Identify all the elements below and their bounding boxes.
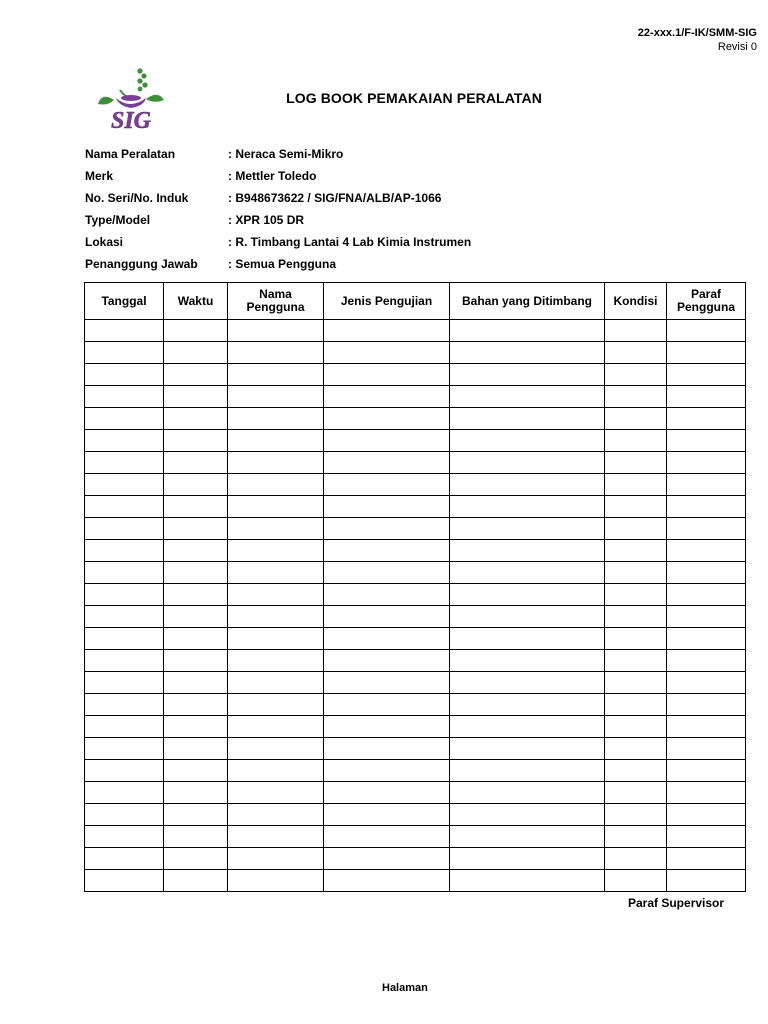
table-cell[interactable] [164,848,228,870]
table-cell[interactable] [324,342,450,364]
table-row [85,452,746,474]
svg-text:SIG: SIG [110,108,152,132]
table-cell[interactable] [228,408,324,430]
table-cell[interactable] [228,540,324,562]
column-header [450,283,605,320]
table-cell[interactable] [324,562,450,584]
column-header [85,283,164,320]
table-cell[interactable] [605,342,667,364]
column-header [164,283,228,320]
table-cell[interactable] [164,650,228,672]
table-cell[interactable] [450,562,605,584]
table-cell[interactable] [667,496,746,518]
table-cell[interactable] [324,848,450,870]
table-row [85,386,746,408]
table-cell[interactable] [667,562,746,584]
table-cell[interactable] [450,342,605,364]
table-cell[interactable] [324,430,450,452]
table-cell[interactable] [85,672,164,694]
table-cell[interactable] [228,452,324,474]
table-cell[interactable] [605,452,667,474]
table-cell[interactable] [164,540,228,562]
table-cell[interactable] [667,540,746,562]
info-row [85,209,471,231]
table-cell[interactable] [228,606,324,628]
table-row [85,474,746,496]
table-row [85,342,746,364]
column-header-line: Tanggal [101,293,147,308]
table-cell[interactable] [228,870,324,892]
table-cell[interactable] [324,650,450,672]
table-cell[interactable] [324,672,450,694]
table-cell[interactable] [450,870,605,892]
table-cell[interactable] [228,804,324,826]
table-cell[interactable] [450,518,605,540]
document-code-block [638,26,757,54]
table-row [85,826,746,848]
info-label: No. Seri/No. Induk [85,191,189,205]
table-cell[interactable] [605,650,667,672]
table-cell[interactable] [450,738,605,760]
table-cell[interactable] [85,584,164,606]
table-cell[interactable] [667,606,746,628]
table-cell[interactable] [667,474,746,496]
table-cell[interactable] [667,386,746,408]
table-cell[interactable] [667,760,746,782]
table-cell[interactable] [605,606,667,628]
info-label: Type/Model [85,213,151,227]
info-label: Lokasi [85,235,124,249]
table-cell[interactable] [450,584,605,606]
column-header [324,283,450,320]
info-row [85,231,471,253]
table-cell[interactable] [228,562,324,584]
table-cell[interactable] [324,826,450,848]
column-header-line: Jenis Pengujian [340,293,433,308]
column-header-line: Bahan yang Ditimbang [461,293,592,308]
table-cell[interactable] [667,848,746,870]
table-cell[interactable] [450,694,605,716]
table-cell[interactable] [324,782,450,804]
info-value: : Mettler Toledo [228,169,317,183]
table-cell[interactable] [450,606,605,628]
info-row [85,253,471,275]
info-row [85,187,471,209]
table-cell[interactable] [164,562,228,584]
table-cell[interactable] [667,804,746,826]
table-cell[interactable] [667,694,746,716]
column-header-line: Waktu [177,293,214,308]
column-header [228,283,324,320]
table-cell[interactable] [605,430,667,452]
table-cell[interactable] [228,628,324,650]
info-value: : Neraca Semi-Mikro [228,147,344,161]
table-cell[interactable] [164,452,228,474]
document-code: 22-xxx.1/F-IK/SMM-SIG [637,27,757,39]
table-cell[interactable] [228,364,324,386]
table-row [85,364,746,386]
table-row [85,782,746,804]
table-cell[interactable] [605,562,667,584]
table-cell[interactable] [164,496,228,518]
info-label: Penanggung Jawab [85,257,198,271]
column-header-line: Kondisi [613,293,658,308]
table-cell[interactable] [450,540,605,562]
table-cell[interactable] [324,518,450,540]
table-cell[interactable] [164,518,228,540]
table-cell[interactable] [85,738,164,760]
table-cell[interactable] [228,386,324,408]
table-cell[interactable] [667,430,746,452]
table-cell[interactable] [164,430,228,452]
table-cell[interactable] [605,496,667,518]
table-cell[interactable] [450,760,605,782]
table-cell[interactable] [85,760,164,782]
table-cell[interactable] [324,474,450,496]
table-cell[interactable] [228,496,324,518]
table-cell[interactable] [85,320,164,342]
table-cell[interactable] [324,320,450,342]
table-cell[interactable] [324,584,450,606]
table-cell[interactable] [85,848,164,870]
info-value: : B948673622 / SIG/FNA/ALB/AP-1066 [228,191,442,205]
table-cell[interactable] [228,826,324,848]
table-row [85,650,746,672]
table-cell[interactable] [164,782,228,804]
table-cell[interactable] [667,584,746,606]
table-cell[interactable] [164,716,228,738]
table-cell[interactable] [605,804,667,826]
table-cell[interactable] [324,452,450,474]
table-cell[interactable] [228,474,324,496]
table-row [85,694,746,716]
table-row [85,320,746,342]
table-header-row [85,283,746,320]
table-cell[interactable] [85,804,164,826]
table-cell[interactable] [605,320,667,342]
table-cell[interactable] [667,672,746,694]
table-row [85,430,746,452]
table-cell[interactable] [85,540,164,562]
table-cell[interactable] [605,694,667,716]
table-cell[interactable] [164,870,228,892]
table-cell[interactable] [164,694,228,716]
table-cell[interactable] [85,452,164,474]
table-cell[interactable] [324,760,450,782]
table-cell[interactable] [450,826,605,848]
table-cell[interactable] [324,408,450,430]
table-cell[interactable] [228,848,324,870]
table-cell[interactable] [450,386,605,408]
table-cell[interactable] [605,782,667,804]
table-cell[interactable] [164,826,228,848]
table-cell[interactable] [85,716,164,738]
table-cell[interactable] [450,364,605,386]
table-cell[interactable] [605,518,667,540]
table-cell[interactable] [85,496,164,518]
table-cell[interactable] [450,650,605,672]
table-row [85,606,746,628]
supervisor-signature-label: Paraf Supervisor [628,896,725,910]
table-row [85,408,746,430]
info-value: : Semua Pengguna [228,257,337,271]
table-cell[interactable] [85,606,164,628]
table-cell[interactable] [605,364,667,386]
table-cell[interactable] [164,584,228,606]
table-cell[interactable] [667,320,746,342]
table-cell[interactable] [228,760,324,782]
table-cell[interactable] [667,342,746,364]
page-title: LOG BOOK PEMAKAIAN PERALATAN [286,90,542,106]
table-cell[interactable] [667,716,746,738]
table-cell[interactable] [605,738,667,760]
log-table [84,282,746,892]
table-cell[interactable] [667,870,746,892]
table-cell[interactable] [324,386,450,408]
column-header-line: Paraf [690,287,722,301]
table-body [85,320,746,892]
table-cell[interactable] [450,628,605,650]
table-cell[interactable] [85,474,164,496]
table-cell[interactable] [324,628,450,650]
table-cell[interactable] [85,782,164,804]
table-cell[interactable] [450,716,605,738]
page-number-label: Halaman [382,982,428,994]
table-cell[interactable] [85,364,164,386]
table-cell[interactable] [605,408,667,430]
column-header [667,283,746,320]
table-cell[interactable] [667,650,746,672]
table-cell[interactable] [324,738,450,760]
table-row [85,518,746,540]
table-row [85,870,746,892]
table-cell[interactable] [605,540,667,562]
table-cell[interactable] [605,760,667,782]
info-row [85,165,471,187]
info-value: : XPR 105 DR [228,213,305,227]
table-cell[interactable] [85,408,164,430]
table-cell[interactable] [605,716,667,738]
table-row [85,760,746,782]
table-cell[interactable] [605,848,667,870]
table-cell[interactable] [324,496,450,518]
table-cell[interactable] [228,320,324,342]
table-cell[interactable] [605,584,667,606]
table-cell[interactable] [605,386,667,408]
table-cell[interactable] [667,452,746,474]
table-cell[interactable] [164,320,228,342]
table-cell[interactable] [605,826,667,848]
table-cell[interactable] [85,430,164,452]
table-cell[interactable] [85,342,164,364]
table-cell[interactable] [450,672,605,694]
table-row [85,804,746,826]
table-cell[interactable] [228,716,324,738]
column-header-line: Pengguna [246,300,305,314]
table-row [85,716,746,738]
table-cell[interactable] [324,364,450,386]
info-row [85,143,471,165]
table-cell[interactable] [450,848,605,870]
table-cell[interactable] [450,496,605,518]
table-row [85,540,746,562]
table-cell[interactable] [164,474,228,496]
table-row [85,738,746,760]
table-cell[interactable] [324,804,450,826]
table-row [85,672,746,694]
table-cell[interactable] [450,452,605,474]
table-cell[interactable] [85,694,164,716]
table-row [85,496,746,518]
table-cell[interactable] [228,694,324,716]
table-cell[interactable] [85,518,164,540]
table-cell[interactable] [228,672,324,694]
info-label: Nama Peralatan [85,147,176,161]
table-cell[interactable] [164,760,228,782]
table-cell[interactable] [324,694,450,716]
column-header-line: Pengguna [676,300,735,314]
table-cell[interactable] [228,782,324,804]
table-cell[interactable] [164,342,228,364]
table-cell[interactable] [228,584,324,606]
column-header [605,283,667,320]
table-cell[interactable] [324,716,450,738]
table-cell[interactable] [450,430,605,452]
table-cell[interactable] [85,628,164,650]
table-cell[interactable] [667,364,746,386]
table-cell[interactable] [228,650,324,672]
table-cell[interactable] [450,320,605,342]
table-row [85,848,746,870]
column-header-line: Nama [259,287,292,301]
table-cell[interactable] [85,562,164,584]
table-cell[interactable] [164,386,228,408]
table-cell[interactable] [164,628,228,650]
info-label: Merk [85,169,114,183]
revision-label: Revisi 0 [717,41,757,53]
table-cell[interactable] [667,738,746,760]
table-cell[interactable] [164,606,228,628]
table-cell[interactable] [605,870,667,892]
table-cell[interactable] [324,870,450,892]
equipment-info [85,143,471,275]
table-cell[interactable] [85,870,164,892]
table-cell[interactable] [228,738,324,760]
table-cell[interactable] [85,826,164,848]
table-cell[interactable] [164,408,228,430]
table-cell[interactable] [667,628,746,650]
table-cell[interactable] [85,386,164,408]
info-value: : R. Timbang Lantai 4 Lab Kimia Instrumen [228,235,472,249]
table-cell[interactable] [667,518,746,540]
table-cell[interactable] [164,364,228,386]
table-cell[interactable] [164,672,228,694]
table-row [85,628,746,650]
table-row [85,584,746,606]
table-cell[interactable] [228,518,324,540]
table-cell[interactable] [450,474,605,496]
table-cell[interactable] [164,804,228,826]
table-cell[interactable] [85,650,164,672]
table-cell[interactable] [324,606,450,628]
table-cell[interactable] [667,826,746,848]
table-cell[interactable] [667,782,746,804]
table-cell[interactable] [164,738,228,760]
table-cell[interactable] [324,540,450,562]
table-row [85,562,746,584]
table-cell[interactable] [450,408,605,430]
table-cell[interactable] [605,672,667,694]
table-cell[interactable] [450,782,605,804]
table-cell[interactable] [605,628,667,650]
table-cell[interactable] [605,474,667,496]
table-cell[interactable] [228,342,324,364]
table-cell[interactable] [667,408,746,430]
table-cell[interactable] [450,804,605,826]
table-cell[interactable] [228,430,324,452]
